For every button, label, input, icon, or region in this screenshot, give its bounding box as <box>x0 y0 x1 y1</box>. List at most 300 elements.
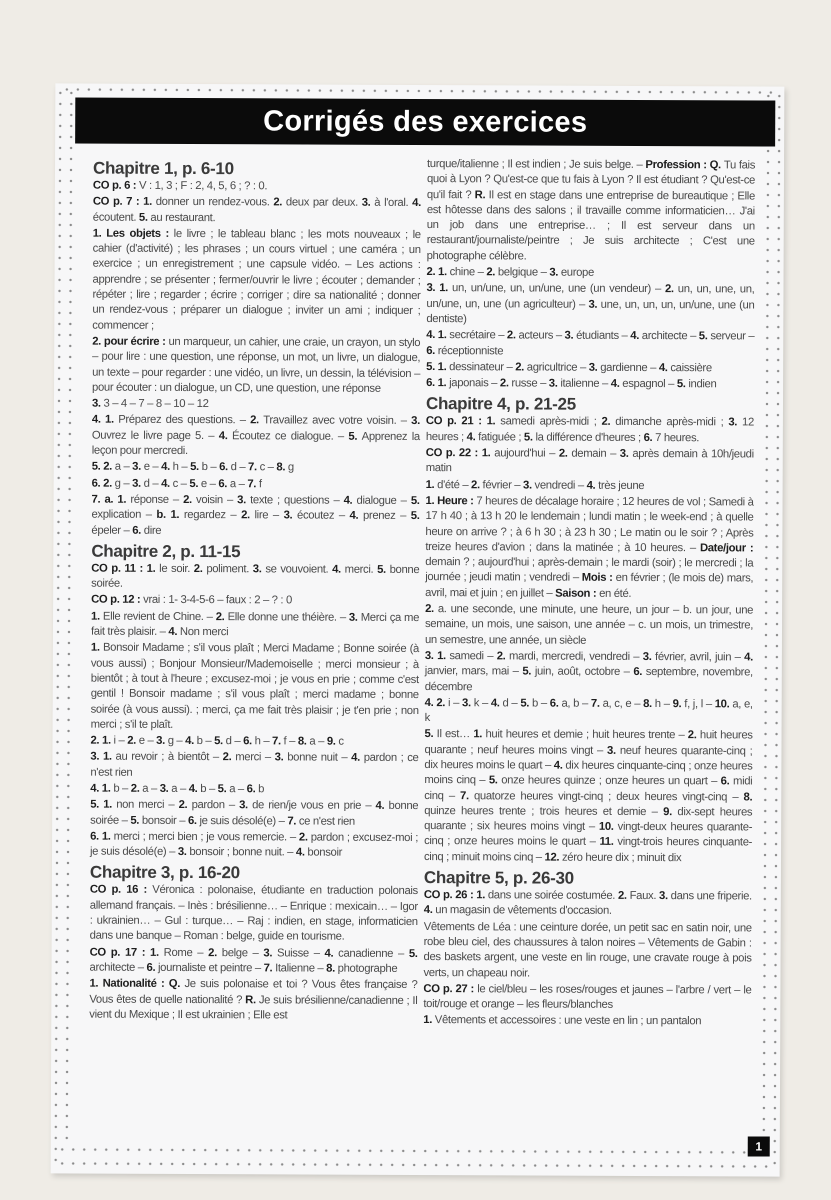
answer-label: 4. <box>423 904 436 917</box>
answer-text: serveur – <box>710 330 755 343</box>
answer-paragraph <box>90 750 418 782</box>
answer-text: g <box>287 461 294 474</box>
answer-text: à l'oral. <box>374 197 413 210</box>
answer-paragraph <box>425 494 753 603</box>
answer-label: 4. <box>375 800 389 813</box>
answer-label: 8. <box>297 735 310 748</box>
answer-label: 5. <box>520 697 533 710</box>
answer-text: se vouvoient. <box>265 563 333 576</box>
answer-label: 2. <box>127 734 139 747</box>
answer-label: CO p. 17 : 1. <box>89 946 164 959</box>
answer-label: 5. <box>410 494 420 507</box>
answer-label: 4. <box>349 509 364 522</box>
answer-paragraph <box>89 977 417 1024</box>
answer-text: écoutent. <box>92 211 139 224</box>
answer-label: 5. 1. <box>90 798 117 811</box>
answer-label: CO p. 21 : 1. <box>425 415 501 428</box>
answer-text: poliment. <box>206 562 253 576</box>
answer-text: b <box>258 783 265 796</box>
answer-text: je suis désolé(e) – <box>199 814 288 828</box>
answer-text: Suisse – <box>277 947 325 960</box>
dotted-border-top <box>61 87 779 94</box>
answer-label: 2. <box>273 196 286 209</box>
answer-text: bonne nuit – <box>287 751 352 765</box>
answer-text: b – <box>196 735 215 748</box>
answer-text: janvier, mars, mai – <box>424 665 523 678</box>
answer-text: europe <box>560 266 594 279</box>
answer-label: 5. <box>523 431 536 444</box>
answer-text: secrétaire – <box>449 329 507 342</box>
answer-text: Italienne – <box>275 962 327 975</box>
answer-label: 3. 1. <box>90 750 116 764</box>
answer-text: réponse – <box>130 493 184 506</box>
answer-text: d – <box>502 697 521 710</box>
page-title: Corrigés des exercices <box>263 104 588 139</box>
answer-label: 4. <box>185 735 197 748</box>
answer-paragraph <box>90 829 418 861</box>
answer-label: 3. <box>91 397 104 410</box>
page-title-banner <box>75 98 775 147</box>
answer-paragraph <box>425 696 753 728</box>
answer-paragraph <box>91 561 419 593</box>
answer-paragraph <box>426 446 754 478</box>
answer-label: 3. <box>361 197 375 210</box>
answer-label: 4. <box>188 782 201 796</box>
answer-label: 3. <box>462 696 474 710</box>
answer-paragraph <box>92 335 420 398</box>
answer-text: pardon ; ce n'est rien <box>90 752 419 779</box>
answer-paragraph <box>424 888 752 920</box>
answer-label: 6. <box>132 524 144 537</box>
chapter-4-heading: Chapitre 4, p. 21-25 <box>425 394 576 415</box>
answer-label: 2. <box>241 509 255 522</box>
answer-label: 2. <box>183 493 197 506</box>
answer-text: a – <box>142 782 160 795</box>
answer-text: aujourd'hui – <box>494 447 559 460</box>
answer-paragraph <box>426 376 754 393</box>
answer-text: le livre ; le tableau blanc ; les mots nouveaux ; le cahier (d'activité) ; les phrases ; un cours virtuel ; une caméra ; un exercice ; un enregistrement ; une capsule vidéo. – Les actions : apprendre ; se présenter ; fermer/ouvrir le livre ; écouter ; demander ; répéter ; lire ; regarder ; écrire ; corriger ; dire sa nationalité ; donner un rendez-vous ; préparer un dialogue ; inviter un ami ; indiquer ; commencer ; <box>92 227 421 332</box>
answer-label: 2. <box>687 729 700 742</box>
answer-text: un marqueur, un cahier, une craie, un crayon, un stylo – pour lire : une question, une réponse, un mot, un livre, un dialogue, un texte – pour regarder : une vidéo, un livre, un dessin, la télévision – pour écouter : un dialogue, un CD, une question, une réponse <box>92 335 421 395</box>
answer-text: Elle revient de Chine. – <box>102 610 216 623</box>
answer-text: 3 – 4 – 7 – 8 – 10 – 12 <box>103 397 209 411</box>
answer-label: 4. <box>490 697 503 710</box>
answer-label: 5. 1. <box>426 360 450 373</box>
answer-label: 4. <box>466 430 479 444</box>
answer-text: pardon – <box>191 799 240 812</box>
answer-text: merci ; merci bien ; je vous remercie. – <box>113 830 299 844</box>
answer-text: demain – <box>571 447 620 460</box>
answer-text: c <box>338 735 344 748</box>
answer-paragraph <box>424 727 753 866</box>
answer-label: 1. Heure : <box>425 494 477 508</box>
answer-text: c – <box>259 461 277 474</box>
answer-text: février, avril, juin – <box>655 650 745 664</box>
answer-text: a, c, e – <box>602 697 644 710</box>
answer-label: 3. <box>159 782 172 795</box>
answer-label: 2. <box>178 799 192 812</box>
answer-label: 3. <box>549 266 561 279</box>
answer-label: 1. <box>473 728 486 741</box>
answer-text: i – <box>113 734 128 747</box>
answer-text: a – <box>309 735 327 748</box>
answer-label: 6. <box>643 431 656 444</box>
answer-text: 12 heures ; <box>425 416 754 443</box>
answer-text: a, b – <box>561 697 591 710</box>
answer-label: 4. <box>295 846 308 859</box>
answer-label: 4. <box>610 377 623 391</box>
answer-label: 4. <box>744 651 753 664</box>
dotted-border-left <box>54 87 63 1167</box>
answer-text: épeler – <box>91 524 133 537</box>
answer-text: demain ? ; aujourd'hui ; après-demain ; le mardi (soir) ; le mercredi ; la journée ; jeudi matin ; vendredi – <box>425 556 754 585</box>
answer-label: 2. <box>298 831 311 844</box>
answer-paragraph <box>91 641 419 734</box>
answer-text: i – <box>448 696 463 709</box>
answer-paragraph <box>426 328 754 360</box>
answer-paragraph <box>93 179 421 196</box>
answer-text: bonne soirée – <box>90 800 419 827</box>
answer-text: b – <box>200 783 218 796</box>
answer-text: deux par deux. <box>285 196 362 210</box>
answer-paragraph <box>91 609 419 641</box>
answer-label: 4. <box>553 759 566 772</box>
answer-paragraph <box>425 602 753 649</box>
answer-text: Préparez des questions. – <box>118 414 251 427</box>
answer-label: 3. <box>239 799 253 812</box>
answer-paragraph <box>426 478 754 495</box>
answer-text: de rien/je vous en prie – <box>252 799 376 813</box>
answer-label: 3. <box>252 563 266 576</box>
answer-label: CO p. 7 : 1. <box>92 195 156 209</box>
answer-text: h – <box>254 735 273 748</box>
answer-text: un, un, une, un, un/une, un, une (un agriculteur) – <box>426 283 755 311</box>
answer-label: 2. <box>425 603 438 616</box>
answer-label: 6. 1. <box>426 377 450 390</box>
answer-label: 6. <box>218 477 230 490</box>
answer-text: huit heures quarante ; neuf heures moins vingt – <box>424 729 753 757</box>
answer-text: donner un rendez-vous. <box>155 196 274 209</box>
answer-text: 7 heures. <box>655 431 700 444</box>
answer-label: 3. <box>263 946 278 960</box>
answer-text: juin, août, octobre – <box>534 665 634 679</box>
answer-text: étudiants – <box>576 329 631 343</box>
answer-label: 5. <box>698 330 711 343</box>
answer-text: huit heures et demie ; huit heures trente – <box>485 728 688 742</box>
answer-paragraph <box>90 883 418 946</box>
answer-text: architecte – <box>641 330 699 343</box>
answer-label: 6. <box>246 783 259 796</box>
answer-text: midi cinq – <box>424 775 753 802</box>
answer-label: 3. <box>283 509 298 522</box>
chapter-1-heading: Chapitre 1, p. 6-10 <box>92 158 234 179</box>
answer-label: 4. <box>412 197 421 210</box>
answer-label: 7. a. 1. <box>91 493 131 506</box>
answer-label: 2. 1. <box>90 734 114 747</box>
answer-label: CO p. 27 : <box>423 982 478 996</box>
answer-label: 5. <box>488 774 502 787</box>
answer-text: neuf heures quarante-cinq ; dix heures moins le quart – <box>424 744 753 772</box>
answer-text: Rome – <box>163 946 209 959</box>
answer-label: 5. <box>522 665 535 678</box>
answer-label: 2. <box>486 266 498 279</box>
dotted-border-right <box>773 91 782 1171</box>
answer-text: journaliste et peintre – <box>158 961 264 975</box>
answer-text: Apprenez la leçon pour mercredi. <box>91 430 420 458</box>
answer-label: 9. <box>326 735 339 748</box>
answer-text: vingt-deux heures quarante-cinq ; onze heures moins le quart – <box>424 821 753 849</box>
answer-text: texte ; questions – <box>250 494 344 507</box>
answer-label: 2. <box>222 751 236 764</box>
answer-text: samedi – <box>449 650 497 663</box>
answer-text: en été. <box>599 587 632 600</box>
answer-text: Merci ça me fait très plaisir. – <box>90 611 420 638</box>
answer-key-page <box>51 83 785 1176</box>
answer-label: CO p. 6 : <box>92 179 140 192</box>
dotted-border-bottom <box>57 1161 775 1168</box>
chapter-2-answers <box>90 561 419 861</box>
answer-text: en février ; (le mois de) mars, avril, mai et juin ; en juillet – <box>425 572 754 600</box>
answer-text: dimanche après-midi ; <box>615 416 729 429</box>
answer-label: Date/jour : <box>699 542 754 555</box>
answer-label: 12. <box>544 851 563 864</box>
answer-text: voisin – <box>196 493 238 507</box>
answer-label: 3. <box>607 744 620 757</box>
answer-text: e – <box>138 734 157 747</box>
answer-text: bonsoir ; bonne nuit. – <box>189 846 296 859</box>
answer-text: février – <box>482 478 524 492</box>
answer-label: 8. <box>643 697 655 710</box>
answer-label: 2. <box>558 447 572 460</box>
answer-label: 11. <box>599 836 618 849</box>
chapter-3-answers-continued <box>426 157 755 393</box>
answer-text: f <box>258 477 262 490</box>
answer-label: 6. <box>187 814 200 827</box>
answer-label: 5. <box>138 211 151 224</box>
answer-text: Vêtements et accessoires : une veste en lin ; un pantalon <box>434 1014 702 1028</box>
answer-label: 4. <box>324 947 339 960</box>
answer-text: dans une soirée costumée. <box>487 889 619 902</box>
answer-paragraph <box>92 413 420 460</box>
answer-text: très jeune <box>598 479 645 492</box>
answer-label: 7. <box>460 789 475 802</box>
answer-text: Non merci <box>179 625 229 639</box>
chapter-3-heading: Chapitre 3, p. 16-20 <box>89 863 240 883</box>
answer-label: 4. <box>351 752 364 765</box>
answer-label: 4. <box>630 330 642 343</box>
answer-label: 3. <box>132 477 144 490</box>
answer-text: dialogue – <box>356 494 411 507</box>
answer-text: a, e, k <box>424 698 753 725</box>
answer-text: quinze heures trente ; trois heures et demie – <box>424 804 664 818</box>
answer-label: 6. 1. <box>90 830 114 843</box>
answer-paragraph <box>425 649 753 696</box>
answer-paragraph <box>423 1013 751 1030</box>
answer-text: Elle donne une théière. – <box>227 610 349 624</box>
answer-text: vrai : 1- 3-4-5-6 – faux : 2 – ? : 0 <box>143 594 292 607</box>
answer-text: septembre, novembre, décembre <box>424 666 753 693</box>
answer-paragraph <box>423 920 751 983</box>
answer-label: 3. <box>522 479 535 492</box>
answer-paragraph <box>426 360 754 377</box>
answer-paragraph <box>90 782 418 799</box>
answer-text: Vêtements de Léa : une ceinture dorée, un petit sac en satin noir, une robe bleu ciel, des chaussures à talon noires – Vêtements de Gabin : des baskets argent, une veste en lin rouge, une cravate rouge à pois verts, un chapeau noir. <box>423 920 752 980</box>
chapter-5-heading: Chapitre 5, p. 26-30 <box>423 868 574 888</box>
answer-label: 4. 1. <box>91 414 119 427</box>
answer-label: Saison : <box>555 587 600 600</box>
answer-text: au revoir ; à bientôt – <box>115 751 223 764</box>
answer-text: vingt-trois heures cinquante-cinq ; minuit moins cinq – <box>423 836 753 864</box>
answer-label: 2. <box>471 478 483 491</box>
answer-label: 8. <box>743 791 753 804</box>
answer-label: 4. <box>586 479 599 492</box>
answer-label: 2. <box>250 414 264 427</box>
answer-label: 5. <box>190 461 202 474</box>
answer-label: 1. <box>425 478 438 491</box>
answer-label: 5. <box>377 563 390 576</box>
answer-text: photographe <box>337 962 398 975</box>
answer-label: 2. <box>496 650 510 663</box>
answer-paragraph <box>91 493 419 540</box>
answer-text: agricultrice – <box>526 361 589 374</box>
answer-text: g – <box>167 735 186 748</box>
answer-label: CO p. 26 : 1. <box>423 889 488 902</box>
answer-text: b – <box>201 461 220 474</box>
answer-label: 4. 1. <box>426 329 450 342</box>
answer-text: écoutez – <box>297 509 350 522</box>
chapter-1-answers <box>91 179 421 540</box>
answer-text: a – <box>171 782 189 795</box>
answer-text: d – <box>143 477 162 490</box>
dotted-border-right-inner <box>762 91 771 1151</box>
answer-text: canadienne – <box>338 947 409 960</box>
answer-label: 3. 1. <box>424 649 450 663</box>
answer-text: prenez – <box>362 509 411 523</box>
answer-paragraph <box>426 414 754 446</box>
answer-label: 6. <box>720 775 734 788</box>
answer-text: Il est en stage dans une entreprise de bureautique ; Elle est hôtesse dans des salons ; il travaille comme informaticien… J'ai un job dans une entreprise… ; Il est serveur dans un restaurant/journaliste/peintre ; Je suis architecte ; C'est une photographe célèbre. <box>426 188 755 263</box>
answer-label: R. <box>474 188 489 201</box>
answer-text: bonsoir <box>307 846 343 859</box>
answer-text: quatorze heures vingt-cinq ; deux heures vingt-cinq – <box>473 789 744 804</box>
answer-text: a – <box>229 783 247 796</box>
answer-paragraph <box>89 945 417 977</box>
answer-label: 3. <box>659 890 671 903</box>
answer-text: d'été – <box>437 478 472 491</box>
answer-text: Écoutez ce dialogue. – <box>232 429 349 443</box>
answer-label: 3. <box>274 751 288 764</box>
answer-label: 4. <box>332 563 345 576</box>
answer-paragraph <box>90 734 418 751</box>
answer-text: a – <box>229 477 248 490</box>
answer-label: 3. 1. <box>426 282 453 295</box>
answer-text: e – <box>143 461 162 474</box>
answer-text: dans une friperie. <box>670 890 752 903</box>
answer-label: 2. <box>130 782 143 795</box>
answer-label: CO p. 16 : <box>89 884 153 897</box>
answer-text: dessinateur – <box>449 360 516 374</box>
answer-label: 2. pour écrire : <box>92 335 169 348</box>
answer-text: russe – <box>511 377 549 390</box>
answer-label: 6. <box>426 344 438 357</box>
answer-text: d – <box>230 461 249 474</box>
answer-label: 4. 2. <box>424 696 449 709</box>
answer-label: 2. <box>664 283 678 296</box>
answer-label: 3. <box>132 461 144 474</box>
answer-text: belge – <box>221 946 264 959</box>
answer-text: architecte – <box>89 961 147 974</box>
answer-text: réceptionniste <box>437 344 504 357</box>
answer-text: après demain à 10h/jeudi matin <box>425 447 754 475</box>
answer-text: Je suis polonaise et toi ? Vous êtes française ? Vous êtes de quelle nationalité ? <box>89 978 418 1006</box>
answer-text: h – <box>172 461 191 474</box>
answer-text: gardienne – <box>600 361 659 374</box>
answer-label: 3. <box>548 377 561 390</box>
answer-text: merci – <box>235 751 275 764</box>
answer-label: CO p. 12 : <box>91 593 144 607</box>
answer-text: Bonsoir Madame ; s'il vous plaît ; Merci Madame ; Bonne soirée (à vous aussi) ; Bonjour Monsieur/Mademoiselle ; merci monsieur ; à bientôt ; à tout à l'heure ; excusez-moi ; je vous en prie ; comme c'est gentil ! Bonsoir madame ; s'il vous plaît ; merci madame ; bonne soirée (à vous aussi). ; merci, ça me fait très plaisir ; je t'en prie ; non merci ; s'il te plaît. <box>90 641 419 731</box>
answer-label: 7. <box>247 477 259 490</box>
answer-text: zéro heure dix ; minuit dix <box>561 851 682 864</box>
answer-text: mardi, mercredi, vendredi – <box>508 650 643 663</box>
answer-label: 9. <box>672 697 685 710</box>
answer-label: 3. <box>642 650 656 663</box>
answer-text: caissière <box>670 361 712 375</box>
answer-text: g – <box>114 477 133 490</box>
answer-text: V : 1, 3 ; F : 2, 4, 5, 6 ; ? : 0. <box>139 179 268 193</box>
answer-text: b – <box>113 782 131 795</box>
answer-text: bonne soirée. <box>91 563 420 590</box>
answer-text: un, un/une, un, un/une, une (un vendeur) – <box>452 282 666 296</box>
answer-label: 1. <box>91 610 103 623</box>
page-number-badge <box>748 1136 770 1156</box>
answer-label: 5. <box>217 783 230 796</box>
answer-paragraph <box>92 226 420 335</box>
answer-label: 2. <box>499 377 512 390</box>
chapter-3-answers <box>89 883 418 1024</box>
answer-text: Véronica : polonaise, étudiante en traduction polonais allemand français. – Inès : brésilienne… – Enrique : mexicain… – Igor : ukrainien… – Gul : turque… – Raj : indien, en stage, informaticien dans une banque – Roman : belge, guide en tourisme. <box>89 884 418 944</box>
answer-text: vendredi – <box>534 479 587 492</box>
answer-label: 4. <box>658 361 671 374</box>
answer-label: CO p. 11 : 1. <box>91 562 160 575</box>
answer-label: 1. <box>423 1014 435 1027</box>
page-number: 1 <box>755 1139 763 1154</box>
answer-paragraph <box>427 265 755 282</box>
answer-paragraph <box>423 982 751 1014</box>
answer-label: 1. Nationalité : Q. <box>89 977 185 991</box>
answer-text: bonsoir – <box>141 814 189 827</box>
answer-label: 2. <box>193 562 207 575</box>
answer-label: 3. <box>588 298 601 311</box>
answer-label: 3. <box>564 329 577 342</box>
answer-paragraph <box>92 460 420 477</box>
answer-label: 6. 2. <box>91 477 115 490</box>
answer-text: c – <box>172 477 190 490</box>
answer-label: b. 1. <box>156 509 184 522</box>
answer-label: 6. <box>219 461 231 474</box>
answer-label: 7. <box>287 815 299 828</box>
answer-text: chine – <box>449 266 487 279</box>
answer-text: Ouvrez le livre page 5. – <box>91 429 219 442</box>
answer-text: pardon ; excusez-moi ; je suis désolé(e) – <box>90 831 419 859</box>
answer-text: b – <box>531 697 550 710</box>
answer-label: 2. <box>601 416 616 429</box>
answer-label: 6. <box>243 735 255 748</box>
answer-label: 3. <box>411 415 420 428</box>
answer-label: Mois : <box>581 572 616 585</box>
answer-text: indien <box>688 378 717 391</box>
answer-label: 6. <box>146 961 159 974</box>
